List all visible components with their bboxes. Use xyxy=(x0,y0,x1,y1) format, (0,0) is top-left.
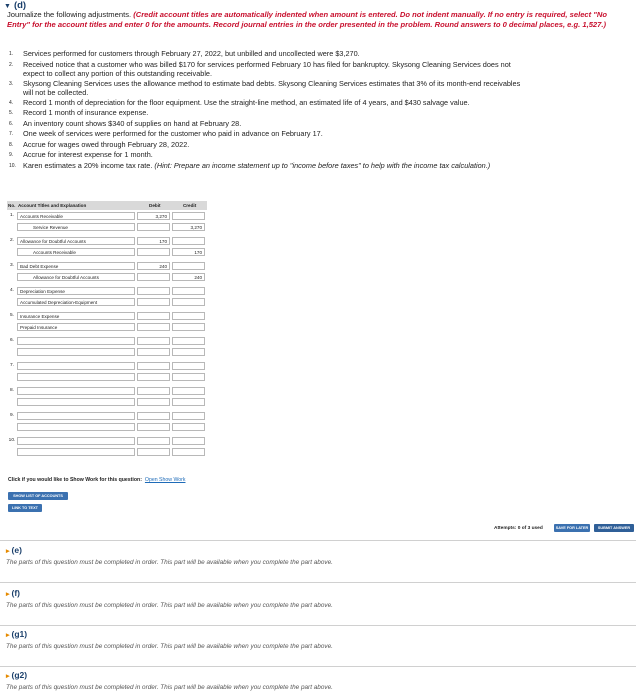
credit-field[interactable] xyxy=(172,448,205,456)
adjustment-number: 10. xyxy=(9,162,16,169)
journal-entry-table xyxy=(7,201,207,460)
adjustment-item xyxy=(9,108,529,119)
journal-table-header xyxy=(7,201,207,210)
debit-field[interactable] xyxy=(137,362,170,370)
account-title-field[interactable] xyxy=(17,423,135,431)
account-title-field[interactable]: Allowance for Doubtful Accounts xyxy=(17,237,135,245)
show-work-prompt xyxy=(8,477,185,483)
journal-row xyxy=(7,297,207,309)
account-title-field[interactable]: Insurance Expense xyxy=(17,312,135,320)
locked-part-header[interactable] xyxy=(6,588,333,598)
credit-field[interactable] xyxy=(172,412,205,420)
account-title-field[interactable]: Service Revenue xyxy=(17,223,135,231)
adjustment-description: Services performed for customers through February 27, 2022, but unbilled and uncollected were $3,270. xyxy=(23,49,360,58)
adjustment-text xyxy=(23,119,529,130)
debit-field[interactable] xyxy=(137,337,170,345)
adjustment-number: 3. xyxy=(9,80,14,87)
part-label: (d) xyxy=(13,0,27,11)
adjustment-description: An inventory count shows $340 of supplies on hand at February 28. xyxy=(23,118,242,128)
header-account: Account Titles and Explanation xyxy=(17,203,87,208)
journal-row xyxy=(7,322,207,334)
credit-field[interactable] xyxy=(172,423,205,431)
debit-field[interactable] xyxy=(137,412,170,420)
entry-number: 10. xyxy=(8,438,16,444)
debit-field[interactable] xyxy=(137,223,170,231)
debit-field[interactable] xyxy=(137,323,170,331)
journal-row xyxy=(7,310,207,322)
account-title-field[interactable]: Allowance for Doubtful Accounts xyxy=(17,273,135,281)
account-title-field[interactable]: Depreciation Expense xyxy=(17,287,135,295)
entry-number: 5. xyxy=(9,313,14,319)
debit-field[interactable] xyxy=(137,387,170,395)
account-title-field[interactable] xyxy=(17,398,135,406)
locked-part-header[interactable] xyxy=(6,670,333,680)
locked-part-section xyxy=(6,545,333,566)
adjustment-text xyxy=(23,161,529,172)
debit-field[interactable] xyxy=(137,348,170,356)
debit-field[interactable]: 3,270 xyxy=(137,212,170,220)
adjustment-number: 9. xyxy=(9,152,14,158)
adjustment-text xyxy=(23,129,529,140)
adjustment-text xyxy=(23,49,529,60)
credit-field[interactable]: 3,270 xyxy=(172,223,205,231)
journal-row xyxy=(7,347,207,359)
account-title-field[interactable] xyxy=(17,448,135,456)
journal-row xyxy=(7,397,207,409)
journal-row xyxy=(7,447,207,459)
journal-row xyxy=(7,385,207,397)
debit-field[interactable] xyxy=(137,298,170,306)
adjustment-text xyxy=(23,108,529,119)
adjustment-description: Record 1 month of insurance expense. xyxy=(23,108,149,117)
debit-field[interactable]: 170 xyxy=(137,237,170,245)
credit-field[interactable]: 240 xyxy=(172,273,205,281)
entry-number: 8. xyxy=(9,388,14,394)
adjustment-number: 6. xyxy=(9,120,14,127)
adjustment-item xyxy=(9,119,529,130)
debit-field[interactable] xyxy=(137,248,170,256)
locked-part-message: The parts of this question must be completed in order. This part will be available when you complete the part above. xyxy=(6,684,333,691)
adjustment-item xyxy=(9,49,529,60)
account-title-field[interactable] xyxy=(17,348,135,356)
attempts-counter: Attempts: 0 of 3 used xyxy=(494,526,543,531)
account-title-field[interactable] xyxy=(17,412,135,420)
header-credit: Credit xyxy=(182,203,197,208)
adjustment-number: 7. xyxy=(9,131,14,137)
adjustment-number: 4. xyxy=(9,99,14,106)
entry-number: 7. xyxy=(9,363,14,369)
credit-field[interactable] xyxy=(172,298,205,306)
adjustment-description: Received notice that a customer who was billed $170 for services performed February 10 has filed for bankruptcy. Skysong Cleaning Services does not expect to collect any portion of this outstanding receivable. xyxy=(23,59,511,78)
adjustment-item xyxy=(9,98,529,109)
adjustment-number: 8. xyxy=(9,141,14,148)
debit-field[interactable] xyxy=(137,287,170,295)
header-no: No. xyxy=(8,203,16,208)
account-title-field[interactable]: Accumulated Depreciation-Equipment xyxy=(17,298,135,306)
journal-row xyxy=(7,247,207,259)
adjustment-description: Accrue for wages owed through February 28, 2022. xyxy=(23,139,190,149)
divider xyxy=(0,625,636,626)
credit-field[interactable] xyxy=(172,323,205,331)
locked-part-message: The parts of this question must be completed in order. This part will be available when you complete the part above. xyxy=(6,643,333,650)
collapse-triangle-icon[interactable]: ▼ xyxy=(4,3,11,10)
adjustment-item xyxy=(9,79,529,98)
locked-part-section xyxy=(6,588,333,609)
credit-field[interactable] xyxy=(172,212,205,220)
journal-row xyxy=(7,360,207,372)
expand-triangle-icon[interactable]: ▸ xyxy=(6,632,10,639)
journal-row xyxy=(7,285,207,297)
account-title-field[interactable] xyxy=(17,362,135,370)
journal-row xyxy=(7,335,207,347)
instructions-lead: Journalize the following adjustments. xyxy=(7,10,134,19)
locked-part-message: The parts of this question must be completed in order. This part will be available when you complete the part above. xyxy=(6,602,333,609)
credit-field[interactable] xyxy=(172,362,205,370)
adjustment-list xyxy=(9,49,529,171)
debit-field[interactable] xyxy=(137,423,170,431)
divider xyxy=(0,582,636,583)
adjustment-text xyxy=(23,60,529,79)
locked-part-header[interactable] xyxy=(6,545,333,555)
credit-field[interactable] xyxy=(172,237,205,245)
adjustment-description: One week of services were performed for the customer who paid in advance on February 17. xyxy=(23,129,323,138)
locked-part-label: (g2) xyxy=(11,670,28,680)
entry-number: 4. xyxy=(9,288,14,294)
locked-part-label: (f) xyxy=(11,588,21,598)
adjustment-number: 2. xyxy=(9,61,14,68)
adjustment-text xyxy=(23,140,529,151)
expand-triangle-icon[interactable]: ▸ xyxy=(6,591,10,598)
debit-field[interactable] xyxy=(137,398,170,406)
credit-field[interactable] xyxy=(172,373,205,381)
credit-field[interactable] xyxy=(172,337,205,345)
journal-row xyxy=(7,272,207,284)
account-title-field[interactable]: Accounts Receivable xyxy=(17,212,135,220)
journal-row xyxy=(7,210,207,222)
save-for-later-button[interactable]: SAVE FOR LATER xyxy=(555,526,589,530)
locked-part-header[interactable] xyxy=(6,629,333,639)
journal-rows xyxy=(7,210,207,458)
credit-field[interactable] xyxy=(172,387,205,395)
debit-field[interactable] xyxy=(137,437,170,445)
adjustment-item xyxy=(9,129,529,140)
credit-field[interactable]: 170 xyxy=(172,248,205,256)
instructions-emphasis: (Credit account titles are automatically indented when amount is entered. Do not indent manually. If no entry is required, select "No Entry" for the account titles and enter 0 for the amounts. Record journal entries in the order presented in the problem. Round answers to 0 decimal places, e.g. 1,527.) xyxy=(7,10,608,29)
journal-row xyxy=(7,372,207,384)
debit-field[interactable] xyxy=(137,312,170,320)
debit-field[interactable] xyxy=(137,273,170,281)
credit-field[interactable] xyxy=(172,348,205,356)
debit-field[interactable]: 240 xyxy=(137,262,170,270)
entry-number: 1. xyxy=(9,213,14,219)
adjustment-item xyxy=(9,161,529,172)
account-title-field[interactable] xyxy=(17,387,135,395)
divider xyxy=(0,540,636,541)
journal-row xyxy=(7,422,207,434)
adjustment-text xyxy=(23,150,529,161)
locked-part-section xyxy=(6,670,333,691)
account-title-field[interactable] xyxy=(17,337,135,345)
entry-number: 6. xyxy=(9,338,14,344)
submit-answer-button[interactable]: SUBMIT ANSWER xyxy=(594,524,634,532)
journal-row xyxy=(7,222,207,234)
credit-field[interactable] xyxy=(172,262,205,270)
open-show-work-link[interactable]: Open Show Work xyxy=(144,477,186,483)
expand-triangle-icon[interactable]: ▸ xyxy=(6,673,10,680)
locked-part-label: (e) xyxy=(11,545,22,555)
instructions xyxy=(7,10,627,30)
journal-row xyxy=(7,410,207,422)
locked-part-label: (g1) xyxy=(11,629,28,639)
locked-part-section xyxy=(6,629,333,650)
adjustment-text xyxy=(23,79,529,98)
adjustment-number: 1. xyxy=(9,51,14,57)
adjustment-text xyxy=(23,98,529,109)
link-to-text-button[interactable]: LINK TO TEXT xyxy=(8,504,42,512)
account-title-field[interactable]: Accounts Receivable xyxy=(17,248,135,256)
adjustment-description: Accrue for interest expense for 1 month. xyxy=(23,150,153,159)
divider xyxy=(0,666,636,667)
adjustment-item xyxy=(9,140,529,151)
debit-field[interactable] xyxy=(137,448,170,456)
credit-field[interactable] xyxy=(172,287,205,295)
account-title-field[interactable] xyxy=(17,373,135,381)
account-title-field[interactable]: Bad Debt Expense xyxy=(17,262,135,270)
journal-row xyxy=(7,260,207,272)
account-title-field[interactable] xyxy=(17,437,135,445)
adjustment-item xyxy=(9,150,529,161)
journal-row xyxy=(7,435,207,447)
adjustment-number: 5. xyxy=(9,110,14,116)
debit-field[interactable] xyxy=(137,373,170,381)
credit-field[interactable] xyxy=(172,398,205,406)
entry-number: 2. xyxy=(9,238,14,244)
header-debit: Debit xyxy=(149,203,161,208)
entry-number: 9. xyxy=(9,413,14,419)
credit-field[interactable] xyxy=(172,437,205,445)
account-title-field[interactable]: Prepaid Insurance xyxy=(17,323,135,331)
adjustment-description: Skysong Cleaning Services uses the allowance method to estimate bad debts. Skysong Cleaning Services estimates that 3% of its month-end receivables will not be collected. xyxy=(23,78,521,97)
show-list-of-accounts-button[interactable]: SHOW LIST OF ACCOUNTS xyxy=(8,492,68,500)
adjustment-description: Karen estimates a 20% income tax rate. xyxy=(23,160,153,170)
credit-field[interactable] xyxy=(172,312,205,320)
adjustment-item xyxy=(9,60,529,79)
adjustment-description: Record 1 month of depreciation for the floor equipment. Use the straight-line method, an estimated life of 4 years, and $430 salvage value. xyxy=(23,97,470,107)
adjustment-hint: (Hint: Prepare an income statement up to "income before taxes" to help with the income tax calculation.) xyxy=(154,160,491,170)
expand-triangle-icon[interactable]: ▸ xyxy=(6,548,10,555)
entry-number: 3. xyxy=(9,263,14,269)
show-work-text: Click if you would like to Show Work for this question: xyxy=(8,477,142,483)
locked-part-message: The parts of this question must be completed in order. This part will be available when you complete the part above. xyxy=(6,559,333,566)
journal-row xyxy=(7,235,207,247)
